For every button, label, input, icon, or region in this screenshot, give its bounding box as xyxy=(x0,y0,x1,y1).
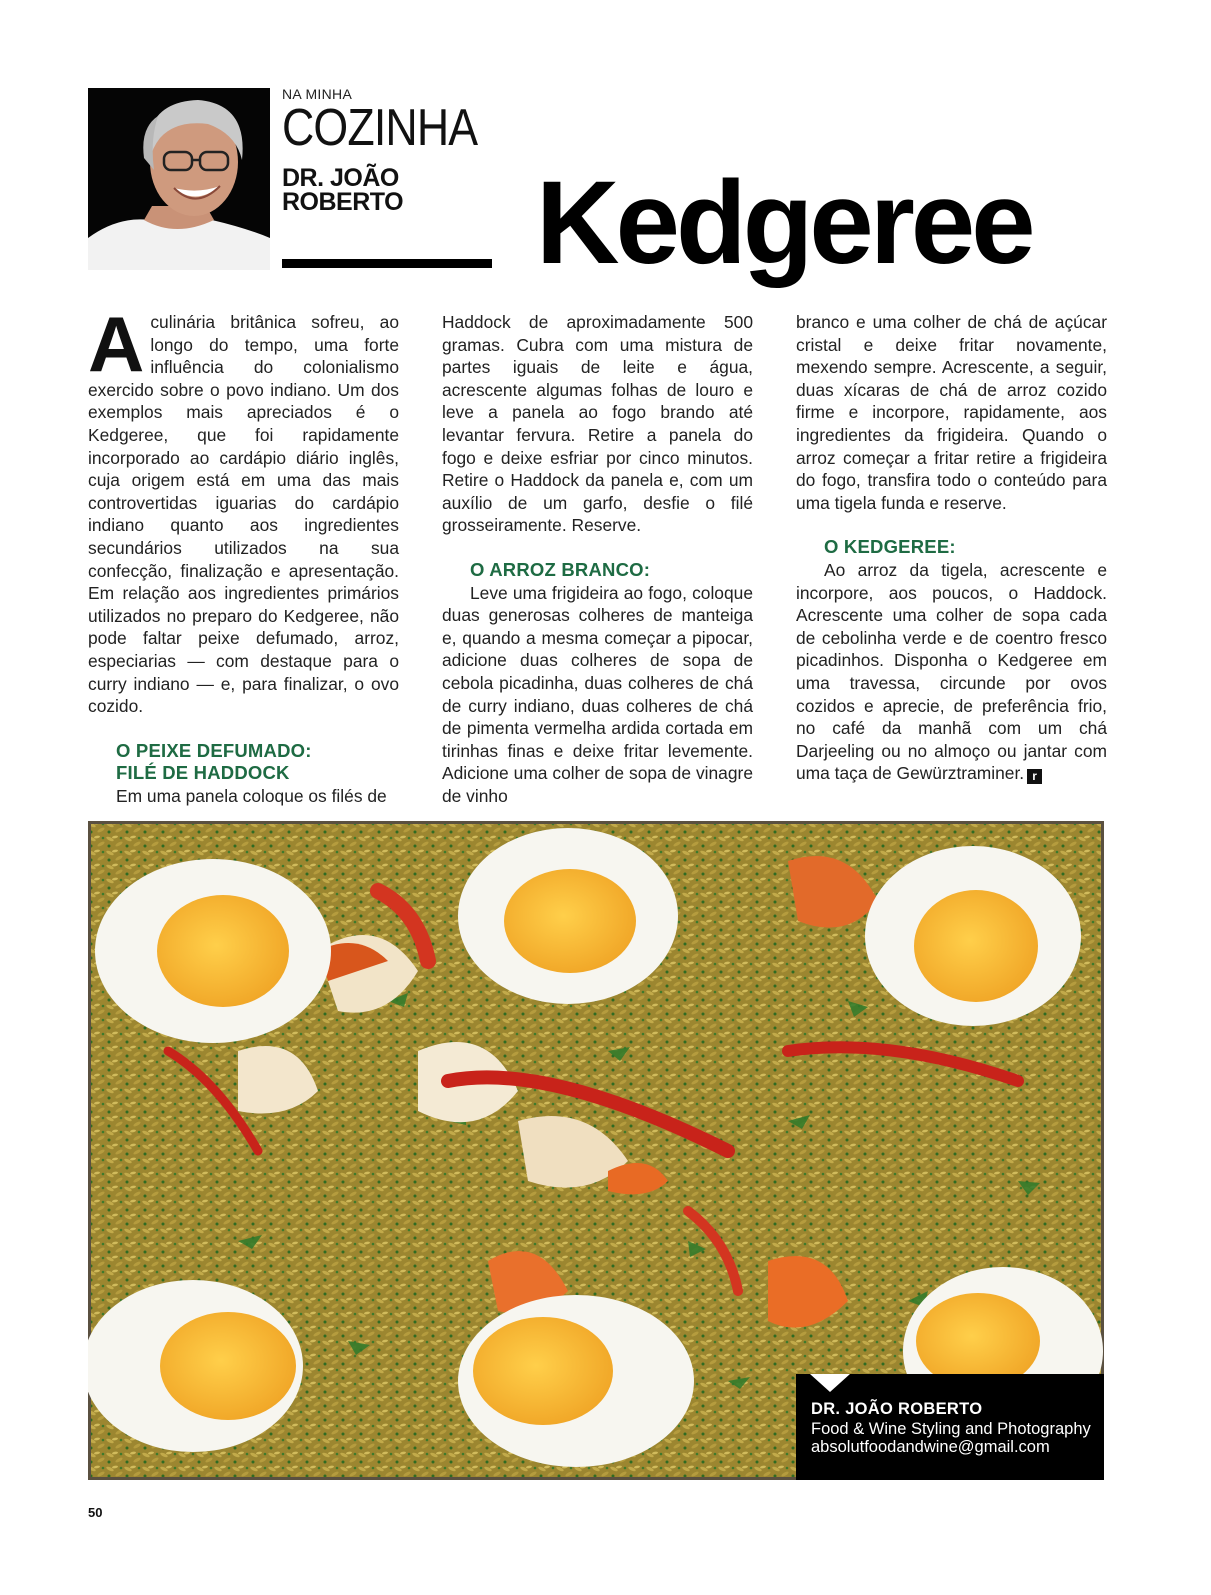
credit-email: absolutfoodandwine@gmail.com xyxy=(811,1438,1050,1456)
end-mark-icon: r xyxy=(1027,769,1042,784)
heading-smoked-fish-line1: O PEIXE DEFUMADO: xyxy=(116,739,312,761)
smoked-fish-paragraph-cont: Haddock de aproximadamente 500 gramas. Cubra com uma mistura de partes iguais de leite e água, acrescente algumas folhas de louro e leve a panela ao fogo brando até levantar fervura. Retire a panela do fogo e deixe esfriar por cinco minutos. Retire o Haddock da panela e, com um auxílio de um garfo, desfie o filé grosseiramente. Reserve. xyxy=(442,312,753,536)
header-rule xyxy=(282,259,492,268)
intro-paragraph xyxy=(88,300,399,718)
text-column-1 xyxy=(88,300,399,807)
author-portrait xyxy=(88,88,270,270)
credit-name: DR. JOÃO ROBERTO xyxy=(811,1400,983,1418)
heading-white-rice: O ARROZ BRANCO: xyxy=(470,558,651,580)
heading-smoked-fish-line2: FILÉ DE HADDOCK xyxy=(116,762,290,784)
kedgeree-photo xyxy=(88,821,1104,1480)
author-name xyxy=(282,166,492,214)
kedgeree-text: Ao arroz da tigela, acrescente e incorpore, aos poucos, o Haddock. Acrescente uma colher de sopa cada de cebolinha verde e de coentro fresco picadinhos. Disponha o Kedgeree em uma travessa, circunde por ovos cozidos e aprecie, de preferência frio, no café da manhã com um chá Darjeeling ou no almoço ou jantar com uma taça de Gewürztraminer. xyxy=(796,559,1107,784)
column-masthead xyxy=(282,86,492,214)
credit-role: Food & Wine Styling and Photography xyxy=(811,1420,1091,1438)
heading-smoked-fish xyxy=(88,740,399,785)
section-title: COZINHA xyxy=(282,99,478,157)
article-title: Kedgeree xyxy=(536,157,1032,289)
text-column-3 xyxy=(796,311,1107,785)
intro-text: culinária britânica sofreu, ao longo do tempo, uma forte influência do colonialismo exercido sobre o povo indiano. Um dos exemplos mais apreciados é o Kedgeree, que foi rapidamente incorporado ao cardápio diário inglês, cuja origem está em uma das mais controvertidas iguarias do cardápio indiano quanto aos ingredientes secundários utilizados na sua confecção, finalização e apresentação. Em relação aos ingredientes primários utilizados no preparo do Kedgeree, não pode faltar peixe defumado, arroz, especiarias — com destaque para o curry indiano — e, para finalizar, o ovo cozido. xyxy=(88,312,399,717)
author-name-line1: DR. JOÃO xyxy=(282,164,399,192)
smoked-fish-paragraph-start: Em uma panela coloque os filés de xyxy=(116,785,387,806)
page-number: 50 xyxy=(88,1505,103,1520)
text-column-2 xyxy=(442,311,753,807)
photo-credit xyxy=(796,1374,1104,1480)
section-kicker: NA MINHA xyxy=(282,86,353,102)
drop-cap: A xyxy=(88,300,145,388)
author-name-line2: ROBERTO xyxy=(282,188,404,216)
credit-triangle-icon xyxy=(810,1374,850,1392)
kedgeree-paragraph xyxy=(796,559,1107,785)
white-rice-paragraph-start: Leve uma frigideira ao fogo, coloque duas generosas colheres de manteiga e, quando a mesma começar a pipocar, adicione duas colheres de sopa de cebola picadinha, duas colheres de chá de curry indiano, duas colheres de chá de pimenta vermelha ardida cortada em tirinhas finas e deixe fritar levemente. Adicione uma colher de sopa de vinagre de vinho xyxy=(442,582,753,806)
white-rice-paragraph-cont: branco e uma colher de chá de açúcar cristal e deixe fritar novamente, mexendo sempre. Acrescente, a seguir, duas xícaras de chá de arroz cozido firme e incorpore, rapidamente, aos ingredientes da frigideira. Quando o arroz começar a fritar retire a frigideira do fogo, transfira todo o conteúdo para uma tigela funda e reserve. xyxy=(796,312,1107,513)
heading-kedgeree: O KEDGEREE: xyxy=(824,536,956,558)
